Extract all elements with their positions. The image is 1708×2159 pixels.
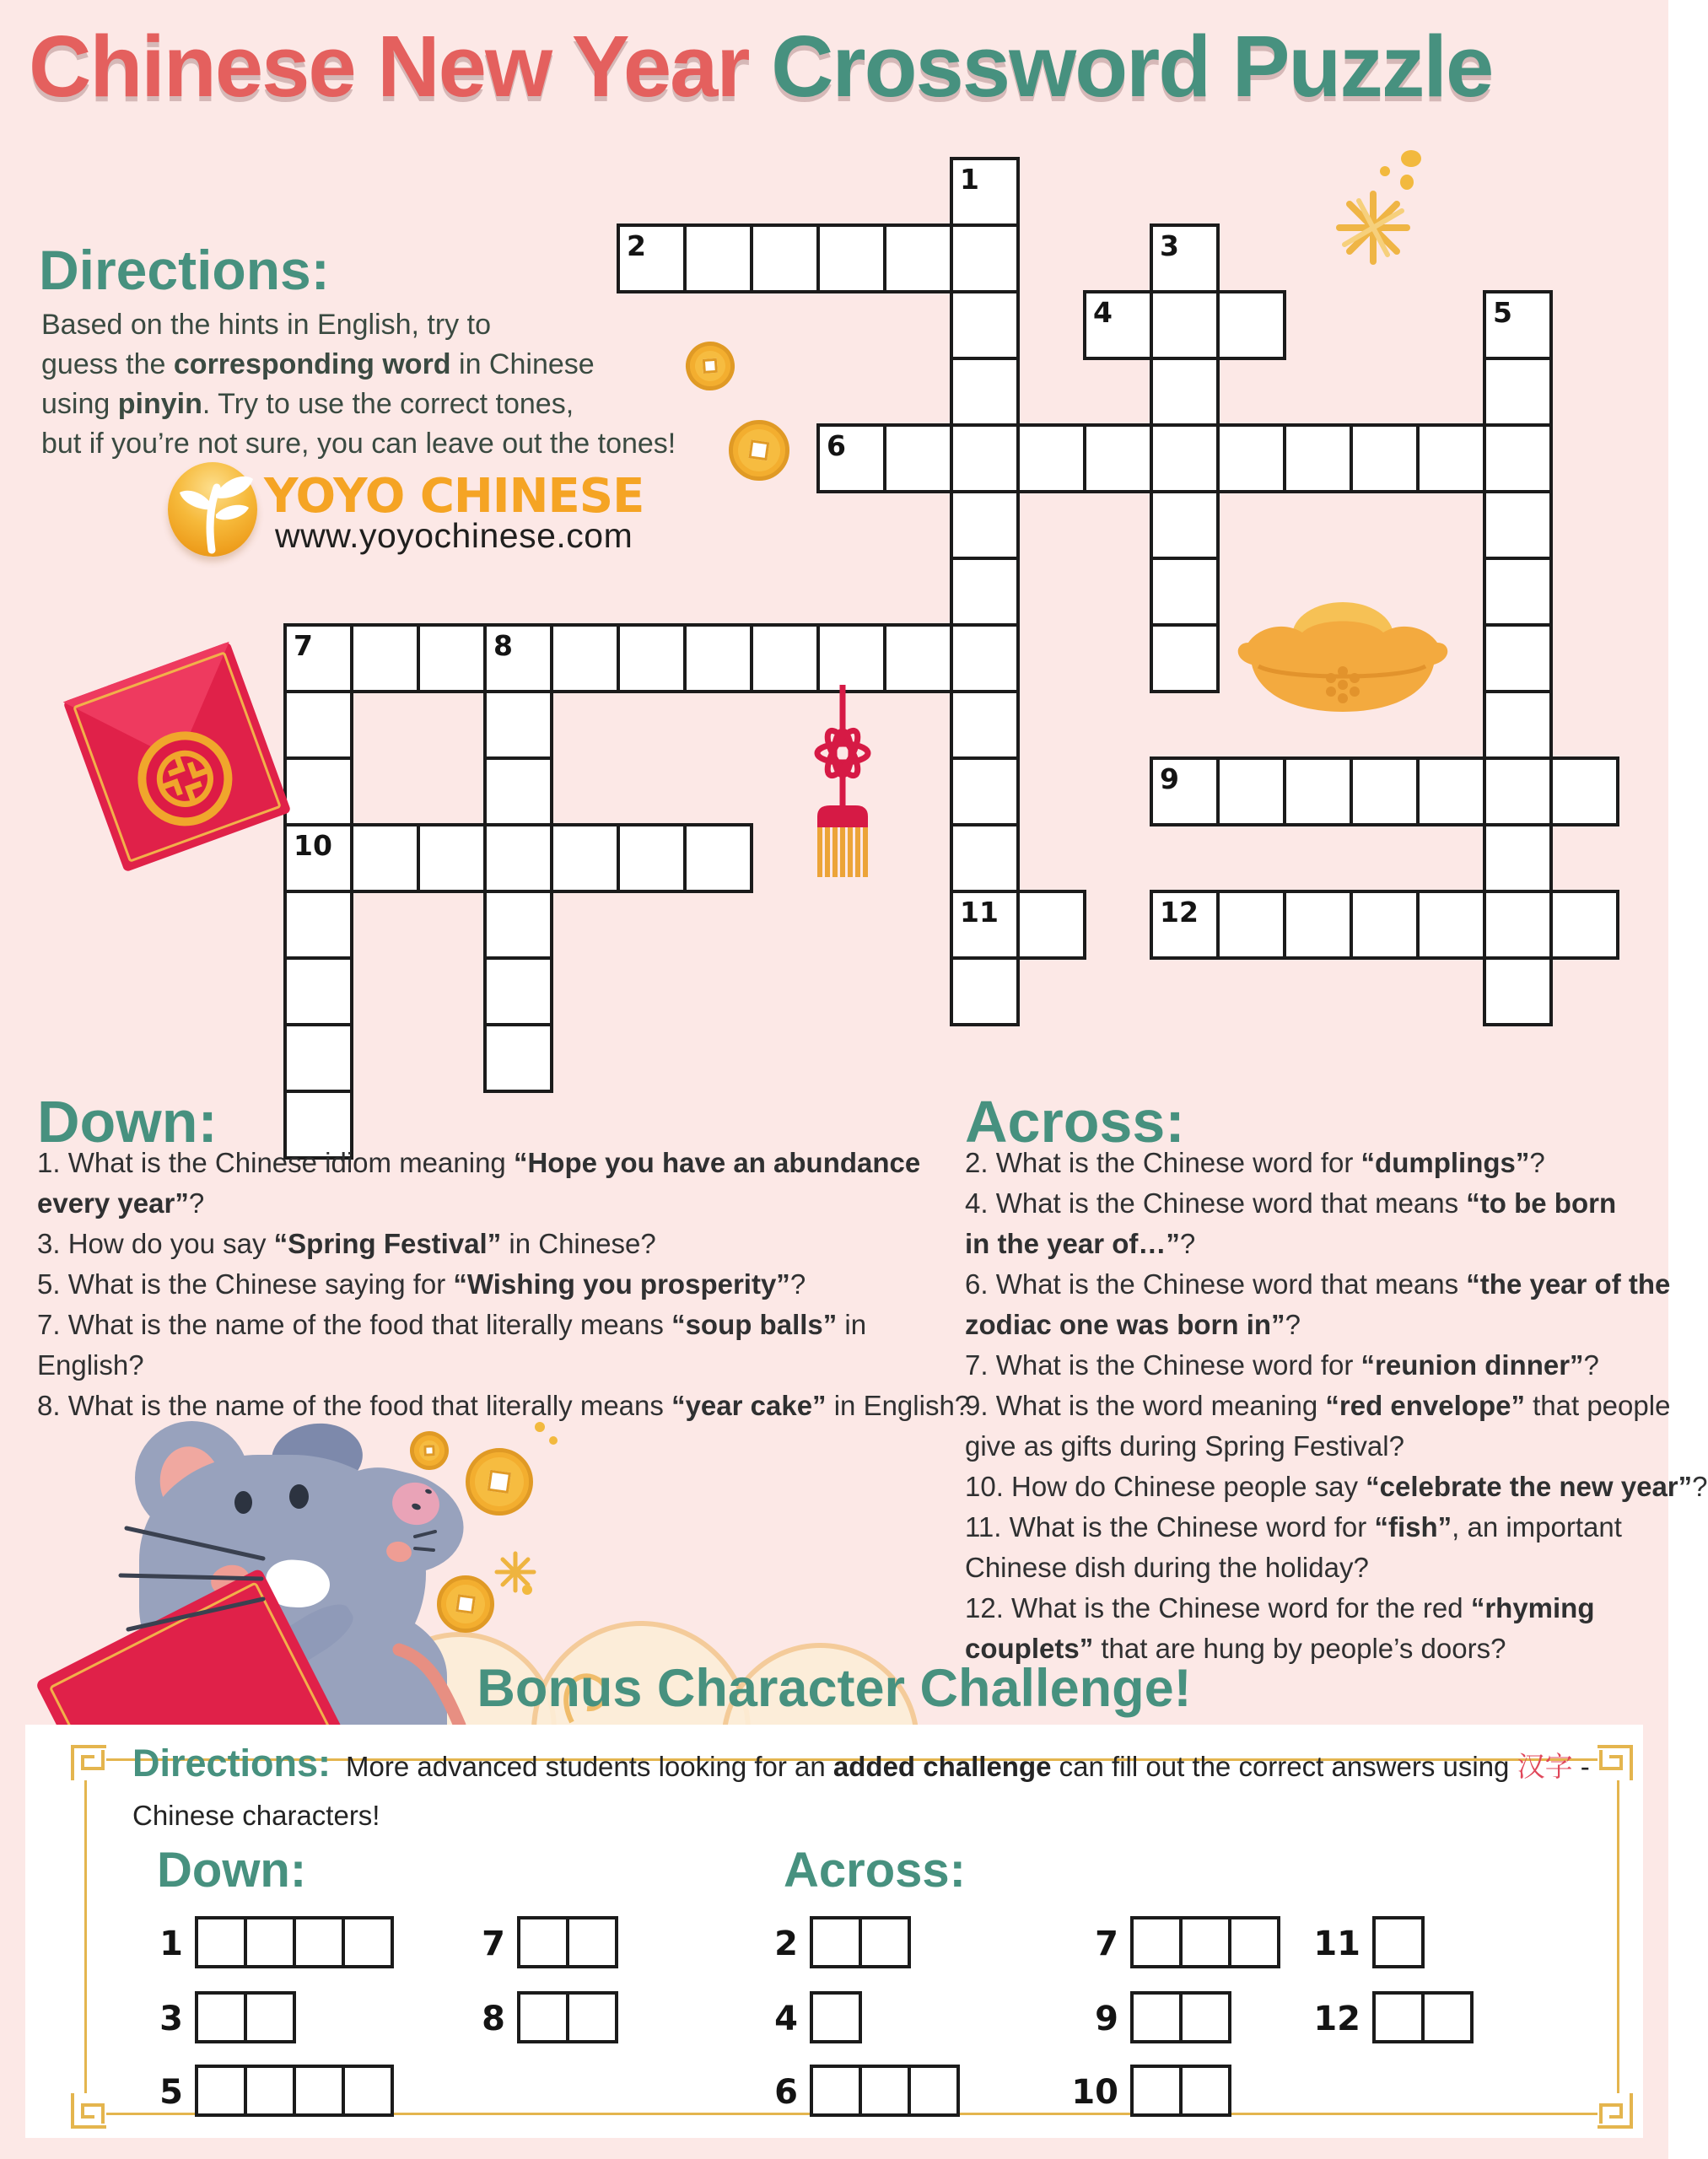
text-line: 10. How do Chinese people say “celebrate the new year”? <box>965 1471 1708 1502</box>
text-line: but if you’re not sure, you can leave out the tones! <box>41 428 676 460</box>
crossword-cell[interactable] <box>883 223 953 293</box>
crossword-cell[interactable] <box>816 223 886 293</box>
directions-text <box>41 305 676 464</box>
crossword-cell[interactable] <box>1483 890 1553 960</box>
text-line: 2. What is the Chinese word for “dumplings”? <box>965 1147 1545 1178</box>
crossword-cell[interactable] <box>1150 290 1220 360</box>
crossword-cell[interactable] <box>550 823 620 893</box>
bonus-answer-box[interactable] <box>859 1916 911 1968</box>
crossword-cell[interactable] <box>1549 890 1619 960</box>
bonus-answer-box[interactable] <box>908 2065 960 2117</box>
crossword-cell[interactable] <box>550 623 620 693</box>
crossword-cell[interactable] <box>1416 756 1486 826</box>
crossword-cell[interactable] <box>1483 357 1553 427</box>
crossword-cell[interactable] <box>1416 890 1486 960</box>
crossword-cell[interactable] <box>1216 423 1286 493</box>
crossword-cell[interactable] <box>1350 756 1420 826</box>
crossword-cell[interactable] <box>283 1023 353 1093</box>
text-line: English? <box>37 1349 144 1381</box>
text-line: 9. What is the word meaning “red envelope” that people <box>965 1390 1671 1421</box>
clue-number: 5 <box>1493 296 1512 329</box>
sparkle-icon <box>1339 194 1407 261</box>
bonus-clue-number: 12 <box>1313 2000 1360 2038</box>
frame-corner-icon <box>1598 1743 1635 1780</box>
crossword-cell[interactable] <box>1549 756 1619 826</box>
crossword-cell[interactable] <box>950 290 1020 360</box>
crossword-cell[interactable] <box>483 890 553 960</box>
bonus-answer-box[interactable] <box>1179 1991 1231 2043</box>
crossword-cell[interactable] <box>950 756 1020 826</box>
crossword-cell[interactable] <box>1083 423 1153 493</box>
bonus-answer-box[interactable] <box>293 1916 345 1968</box>
gold-dot <box>1401 150 1421 167</box>
crossword-cell[interactable] <box>883 623 953 693</box>
gold-ingot-icon <box>1238 602 1448 712</box>
crossword-cell[interactable] <box>350 823 420 893</box>
logo-wordmark: YOYO CHINESE <box>264 469 644 524</box>
gold-coin-icon <box>466 1448 533 1516</box>
crossword-cell[interactable] <box>283 890 353 960</box>
bonus-heading: Bonus Character Challenge! <box>477 1659 1192 1718</box>
bonus-answer-box[interactable] <box>517 1991 569 2043</box>
text-line: 4. What is the Chinese word that means “to be born <box>965 1187 1617 1219</box>
crossword-cell[interactable] <box>1483 756 1553 826</box>
bonus-answer-box[interactable] <box>859 2065 911 2117</box>
bonus-answer-box[interactable] <box>244 1916 296 1968</box>
bonus-answer-box[interactable] <box>244 2065 296 2117</box>
bonus-answer-box[interactable] <box>195 1916 247 1968</box>
crossword-cell[interactable] <box>950 490 1020 560</box>
crossword-cell[interactable] <box>417 823 487 893</box>
crossword-cell[interactable] <box>1150 490 1220 560</box>
bonus-answer-box[interactable] <box>566 1916 618 1968</box>
clue-number: 4 <box>1093 296 1113 329</box>
yoyo-chinese-logo-icon <box>168 462 257 557</box>
tassel-icon <box>817 685 868 877</box>
down-heading: Down: <box>37 1089 218 1155</box>
crossword-cell[interactable] <box>1483 956 1553 1026</box>
sprout-icon <box>168 462 257 557</box>
frame-corner-icon <box>69 2093 106 2130</box>
crossword-cell[interactable] <box>1483 490 1553 560</box>
page-title-teal: Crossword Puzzle <box>771 18 1493 115</box>
bonus-across-heading: Across: <box>784 1843 966 1898</box>
crossword-cell[interactable] <box>683 223 753 293</box>
text-line: 1. What is the Chinese idiom meaning “Hope you have an abundance <box>37 1147 921 1178</box>
crossword-cell[interactable] <box>683 623 753 693</box>
crossword-cell[interactable] <box>1350 890 1420 960</box>
crossword-cell[interactable] <box>1483 623 1553 693</box>
crossword-cell[interactable] <box>417 623 487 693</box>
crossword-cell[interactable] <box>1216 890 1286 960</box>
clue-number: 9 <box>1160 762 1179 795</box>
crossword-cell[interactable] <box>950 357 1020 427</box>
bonus-clue-number: 5 <box>159 2073 183 2112</box>
bonus-answer-box[interactable] <box>517 1916 569 1968</box>
gold-coin-icon <box>729 420 789 481</box>
text-line: every year”? <box>37 1187 205 1219</box>
mouse-eye <box>234 1491 252 1514</box>
clue-number: 11 <box>960 896 999 929</box>
bonus-answer-box[interactable] <box>810 2065 862 2117</box>
bonus-answer-box[interactable] <box>1228 1916 1280 1968</box>
bonus-answer-box[interactable] <box>195 1991 247 2043</box>
crossword-cell[interactable] <box>483 690 553 760</box>
bonus-answer-box[interactable] <box>810 1916 862 1968</box>
text-line: 6. What is the Chinese word that means “the year of the <box>965 1268 1671 1300</box>
bonus-answer-box[interactable] <box>810 1991 862 2043</box>
text-line: using pinyin. Try to use the correct tones, <box>41 388 574 420</box>
crossword-cell[interactable] <box>1150 623 1220 693</box>
crossword-cell[interactable] <box>1150 557 1220 627</box>
crossword-cell[interactable] <box>1016 423 1086 493</box>
text-line: Chinese dish during the holiday? <box>965 1552 1369 1583</box>
text-line: 3. How do you say “Spring Festival” in Chinese? <box>37 1228 656 1259</box>
gold-coin-icon <box>682 337 740 396</box>
gold-dot <box>1380 166 1390 176</box>
page-title-red: Chinese New Year <box>29 18 772 115</box>
crossword-cell[interactable] <box>483 956 553 1026</box>
bonus-clue-number: 7 <box>1095 1925 1118 1963</box>
clue-number: 7 <box>294 629 313 662</box>
crossword-cell[interactable] <box>617 623 687 693</box>
text-line: Based on the hints in English, try to <box>41 309 491 341</box>
bonus-answer-box[interactable] <box>244 1991 296 2043</box>
bonus-clue-number: 7 <box>482 1925 505 1963</box>
clue-number: 2 <box>627 229 646 262</box>
text-line: 7. What is the Chinese word for “reunion dinner”? <box>965 1349 1599 1381</box>
crossword-cell[interactable] <box>950 956 1020 1026</box>
gold-coin-icon <box>437 1575 494 1633</box>
bonus-clue-number: 9 <box>1095 2000 1118 2038</box>
text-line: 5. What is the Chinese saying for “Wishing you prosperity”? <box>37 1268 806 1300</box>
text-line: zodiac one was born in”? <box>965 1309 1301 1340</box>
text-line: 8. What is the name of the food that literally means “year cake” in English? <box>37 1390 971 1421</box>
crossword-cell[interactable] <box>1283 756 1353 826</box>
mouse-eye <box>289 1484 309 1509</box>
bonus-answer-box[interactable] <box>1130 1991 1183 2043</box>
text-line: 11. What is the Chinese word for “fish”, an important <box>965 1511 1622 1543</box>
crossword-cell[interactable] <box>950 423 1020 493</box>
crossword-cell[interactable] <box>483 823 553 893</box>
text-line: guess the corresponding word in Chinese <box>41 348 595 380</box>
bonus-answer-box[interactable] <box>566 1991 618 2043</box>
crossword-cell[interactable] <box>1416 423 1486 493</box>
text-line: Chinese characters! <box>132 1800 380 1831</box>
bonus-answer-box[interactable] <box>1179 1916 1231 1968</box>
bonus-clue-number: 8 <box>482 2000 505 2038</box>
directions-heading: Directions: <box>39 239 330 301</box>
frame-corner-icon <box>1598 2093 1635 2130</box>
clue-number: 10 <box>294 829 332 862</box>
crossword-cell[interactable] <box>950 557 1020 627</box>
crossword-cell[interactable] <box>283 690 353 760</box>
crossword-cell[interactable] <box>750 623 820 693</box>
bonus-answer-box[interactable] <box>1130 2065 1183 2117</box>
crossword-cell[interactable] <box>683 823 753 893</box>
bonus-answer-box[interactable] <box>1130 1916 1183 1968</box>
crossword-cell[interactable] <box>617 823 687 893</box>
bonus-clue-number: 1 <box>159 1925 183 1963</box>
bonus-answer-box[interactable] <box>342 1916 394 1968</box>
logo-url: www.yoyochinese.com <box>275 516 633 555</box>
crossword-cell[interactable] <box>750 223 820 293</box>
bonus-answer-box[interactable] <box>1421 1991 1474 2043</box>
crossword-cell[interactable] <box>950 623 1020 693</box>
crossword-cell[interactable] <box>1216 756 1286 826</box>
crossword-cell[interactable] <box>883 423 953 493</box>
red-envelope-icon <box>63 642 292 873</box>
page-title <box>29 17 1492 116</box>
clue-number: 8 <box>493 629 513 662</box>
crossword-cell[interactable] <box>950 690 1020 760</box>
crossword-cell[interactable] <box>1283 423 1353 493</box>
crossword-cell[interactable] <box>1150 423 1220 493</box>
across-heading: Across: <box>965 1089 1185 1155</box>
crossword-cell[interactable] <box>1483 823 1553 893</box>
ingot-flower <box>1326 666 1360 703</box>
clue-number: 1 <box>960 163 979 196</box>
crossword-cell[interactable] <box>1350 423 1420 493</box>
bonus-clue-number: 2 <box>774 1925 798 1963</box>
bonus-clue-number: 4 <box>774 2000 798 2038</box>
crossword-cell[interactable] <box>1216 290 1286 360</box>
crossword-cell[interactable] <box>283 756 353 826</box>
crossword-cell[interactable] <box>1150 357 1220 427</box>
crossword-cell[interactable] <box>483 1023 553 1093</box>
bonus-answer-box[interactable] <box>195 2065 247 2117</box>
text-line: 7. What is the name of the food that literally means “soup balls” in <box>37 1309 867 1340</box>
bonus-answer-box[interactable] <box>1179 2065 1231 2117</box>
text-line: give as gifts during Spring Festival? <box>965 1430 1404 1462</box>
crossword-cell[interactable] <box>283 956 353 1026</box>
text-line: Directions: More advanced students looking for an added challenge can fill out the correct answers using 汉字 - <box>132 1742 1590 1785</box>
bonus-answer-box[interactable] <box>1372 1991 1425 2043</box>
bonus-clue-number: 10 <box>1071 2073 1118 2112</box>
frame-corner-icon <box>69 1743 106 1780</box>
gold-dot <box>1400 175 1414 190</box>
text-line: 12. What is the Chinese word for the red “rhyming <box>965 1592 1595 1623</box>
bonus-answer-box[interactable] <box>1372 1916 1425 1968</box>
clue-number: 6 <box>827 429 846 462</box>
crossword-cell[interactable] <box>1283 890 1353 960</box>
crossword-cell[interactable] <box>1016 890 1086 960</box>
bonus-answer-box[interactable] <box>293 2065 345 2117</box>
crossword-cell[interactable] <box>1483 557 1553 627</box>
crossword-cell[interactable] <box>350 623 420 693</box>
crossword-cell[interactable] <box>1483 690 1553 760</box>
text-line: in the year of…”? <box>965 1228 1196 1259</box>
crossword-cell[interactable] <box>950 223 1020 293</box>
clue-number: 3 <box>1160 229 1179 262</box>
bonus-directions <box>132 1739 1590 1840</box>
crossword-cell[interactable] <box>1483 423 1553 493</box>
bonus-clue-number: 3 <box>159 2000 183 2038</box>
clue-number: 12 <box>1160 896 1199 929</box>
crossword-cell[interactable] <box>816 623 886 693</box>
crossword-cell[interactable] <box>483 756 553 826</box>
crossword-cell[interactable] <box>950 823 1020 893</box>
bonus-clue-number: 11 <box>1313 1925 1360 1963</box>
bonus-clue-number: 6 <box>774 2073 798 2112</box>
text-line: couplets” that are hung by people’s doors? <box>965 1633 1506 1664</box>
bonus-down-heading: Down: <box>157 1843 307 1898</box>
bonus-answer-box[interactable] <box>342 2065 394 2117</box>
across-clues <box>965 1143 1708 1669</box>
